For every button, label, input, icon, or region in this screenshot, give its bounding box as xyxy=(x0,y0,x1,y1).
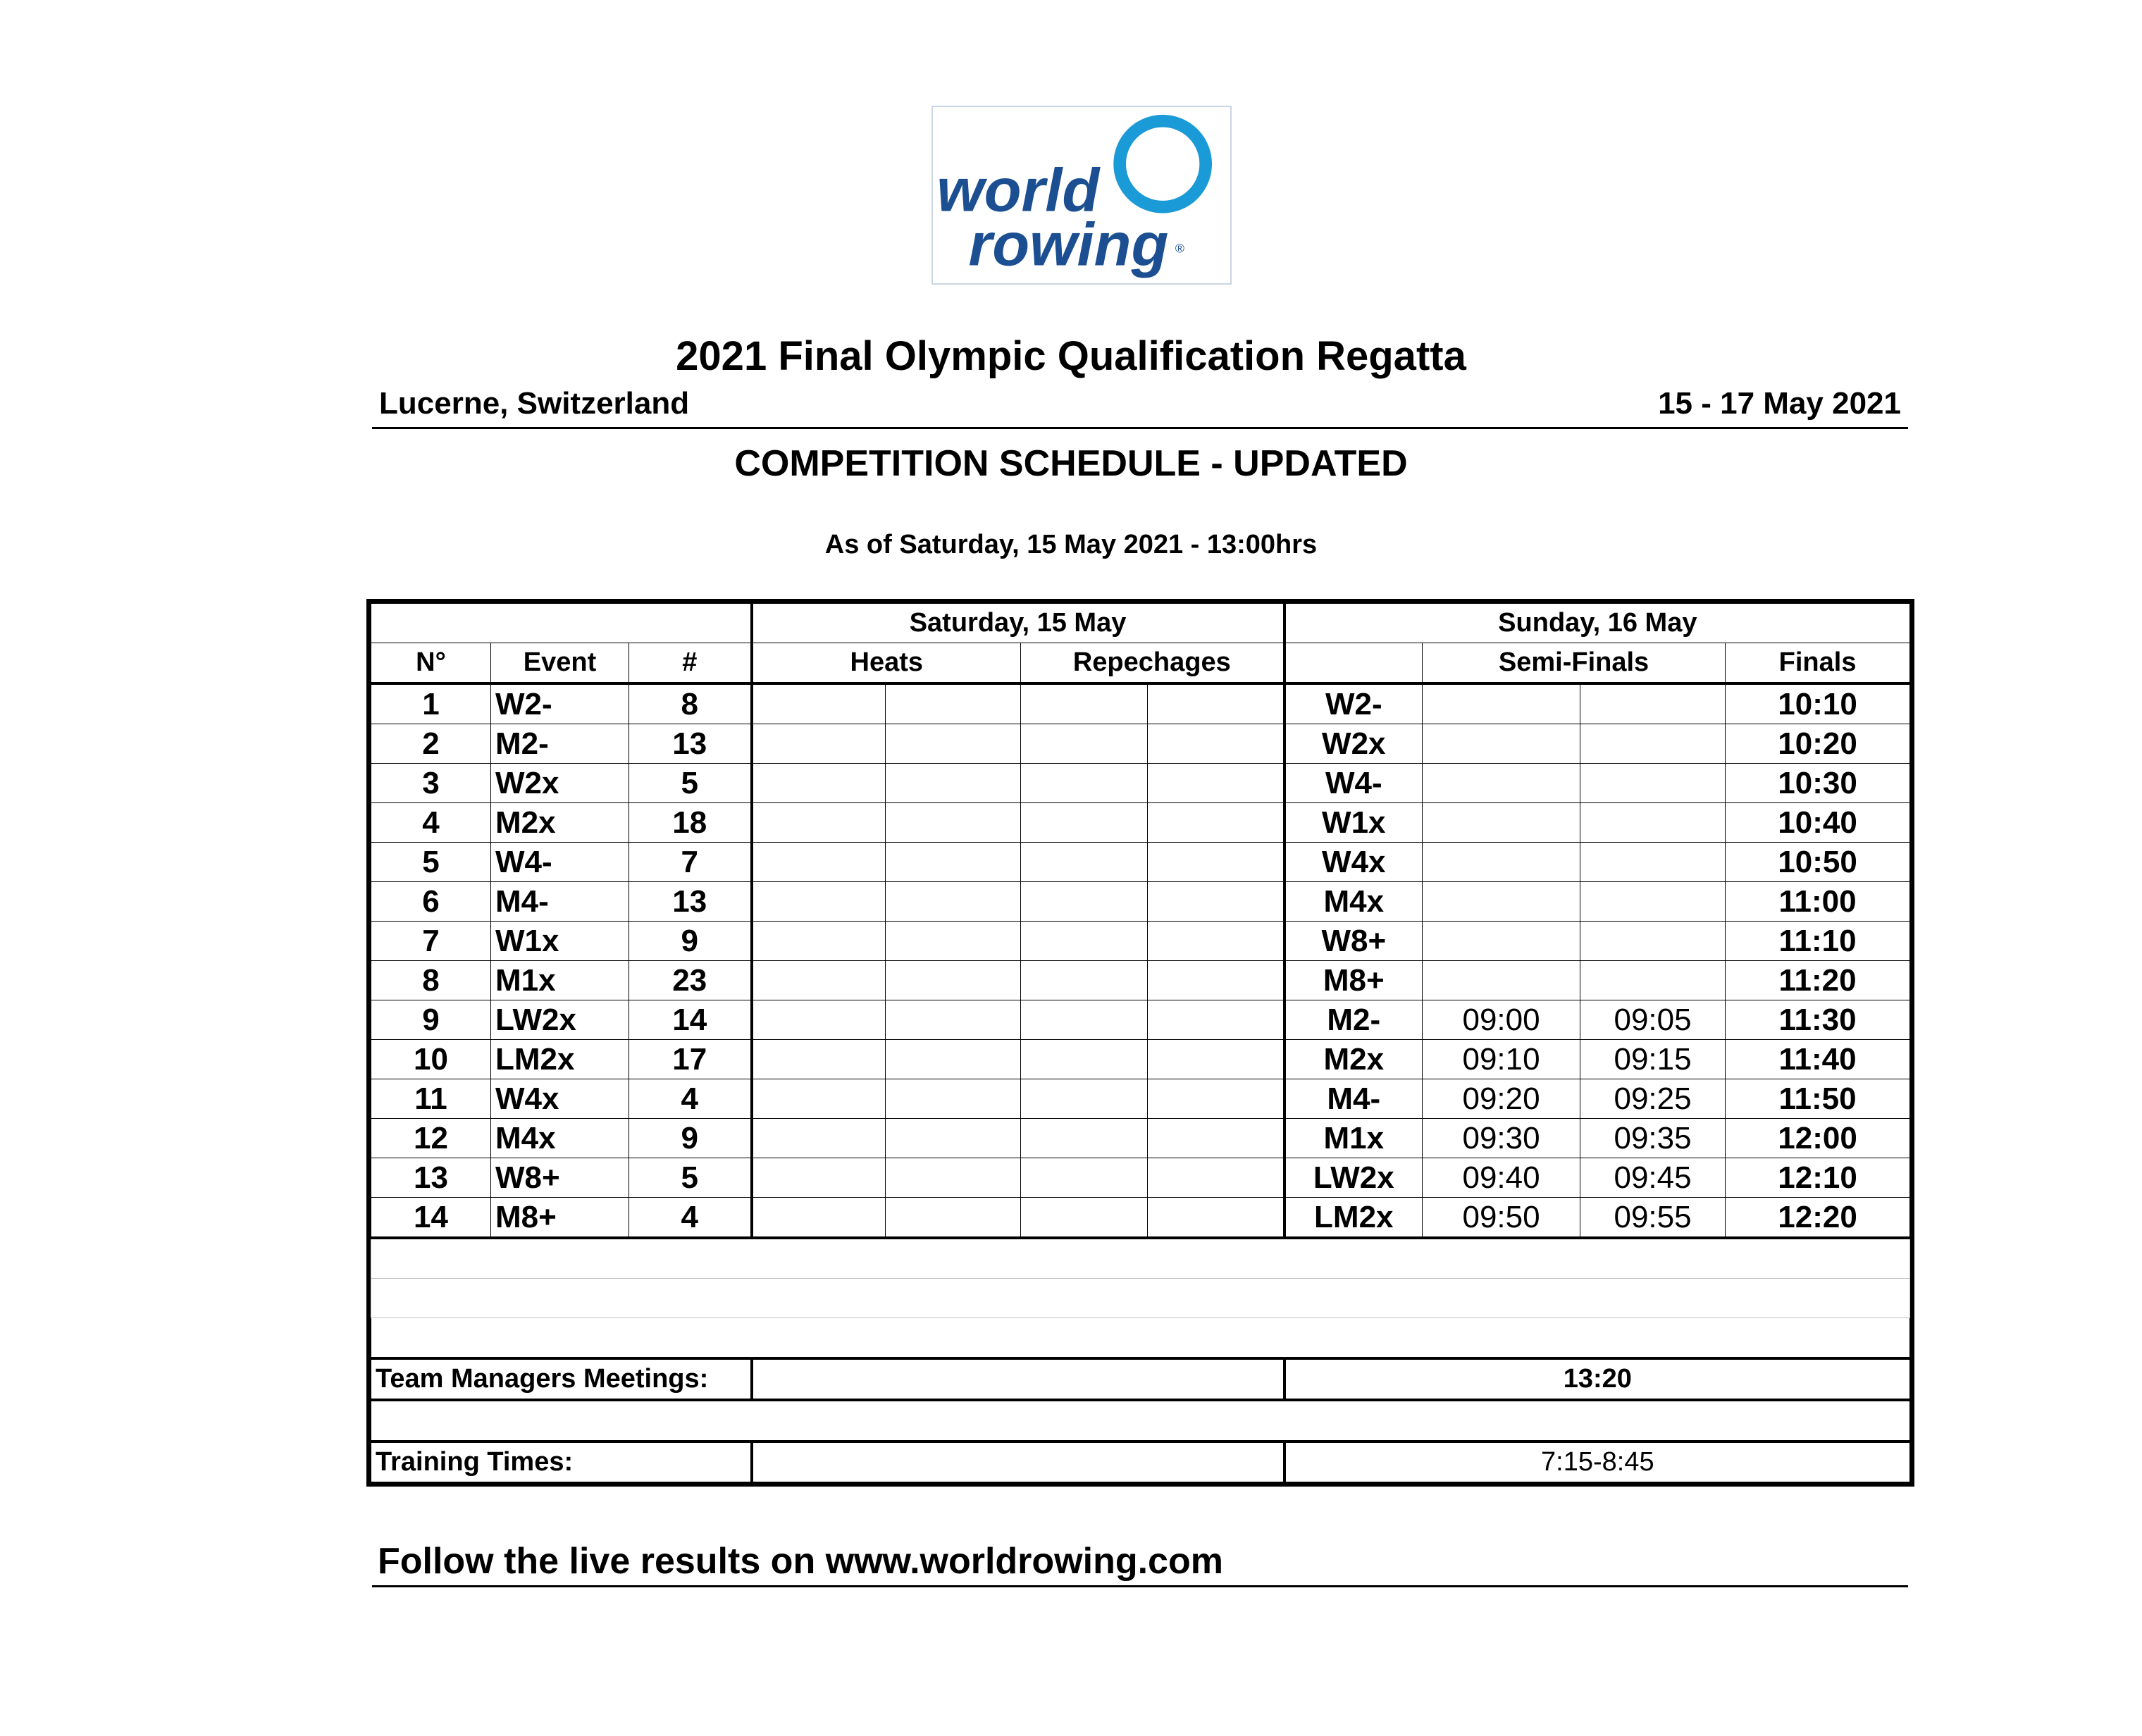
heat-cell-2 xyxy=(886,1079,1021,1119)
semi-final-time-1 xyxy=(1423,961,1580,1000)
semi-final-time-2 xyxy=(1580,683,1726,724)
schedule-subtitle: COMPETITION SCHEDULE - UPDATED xyxy=(734,443,1408,484)
semi-final-time-2 xyxy=(1580,803,1726,843)
sunday-event: M2- xyxy=(1284,1000,1423,1040)
semi-final-time-2 xyxy=(1580,843,1726,882)
row-no: 2 xyxy=(371,724,491,764)
table-row xyxy=(371,961,1910,1000)
repechage-cell-1 xyxy=(1021,1119,1148,1158)
sunday-event: M4- xyxy=(1284,1079,1423,1119)
semi-final-time-1 xyxy=(1423,803,1580,843)
semi-final-time-1 xyxy=(1423,882,1580,922)
training-times-row xyxy=(371,1442,1910,1482)
row-no: 14 xyxy=(371,1198,491,1239)
repechage-cell-2 xyxy=(1148,764,1284,803)
repechage-cell-1 xyxy=(1021,724,1148,764)
day-header-row xyxy=(371,604,1910,643)
heat-cell-1 xyxy=(752,1198,886,1239)
heat-cell-2 xyxy=(886,1000,1021,1040)
sunday-event: M2x xyxy=(1284,1040,1423,1079)
row-no: 4 xyxy=(371,803,491,843)
row-count: 14 xyxy=(629,1000,752,1040)
sunday-event: W8+ xyxy=(1284,922,1423,961)
logo-registered: ® xyxy=(1175,241,1184,256)
heat-cell-1 xyxy=(752,843,886,882)
semi-final-time-2: 09:15 xyxy=(1580,1040,1726,1079)
spacer-row xyxy=(371,1279,1910,1318)
repechage-cell-2 xyxy=(1148,803,1284,843)
heat-cell-1 xyxy=(752,922,886,961)
spacer-row xyxy=(371,1400,1910,1442)
row-event: LM2x xyxy=(491,1040,629,1079)
row-count: 13 xyxy=(629,882,752,922)
as-of-note: As of Saturday, 15 May 2021 - 13:00hrs xyxy=(824,530,1318,559)
repechage-cell-2 xyxy=(1148,1000,1284,1040)
row-count: 4 xyxy=(629,1198,752,1239)
world-rowing-logo xyxy=(931,106,1232,285)
table-row xyxy=(371,764,1910,803)
final-time: 10:20 xyxy=(1726,724,1910,764)
heat-cell-2 xyxy=(886,882,1021,922)
col-heats-header: Heats xyxy=(752,643,1021,684)
competition-schedule-table xyxy=(371,603,1910,1482)
heat-cell-2 xyxy=(886,724,1021,764)
row-no: 9 xyxy=(371,1000,491,1040)
training-times-row-saturday xyxy=(752,1442,1284,1482)
repechage-cell-2 xyxy=(1148,1079,1284,1119)
repechage-cell-2 xyxy=(1148,1158,1284,1198)
table-row xyxy=(371,1079,1910,1119)
heat-cell-1 xyxy=(752,1000,886,1040)
final-time: 10:30 xyxy=(1726,764,1910,803)
heat-cell-1 xyxy=(752,1158,886,1198)
table-row xyxy=(371,1000,1910,1040)
final-time: 10:40 xyxy=(1726,803,1910,843)
row-event: M2- xyxy=(491,724,629,764)
logo-word-rowing: rowing xyxy=(968,211,1169,279)
repechage-cell-1 xyxy=(1021,882,1148,922)
semi-final-time-2 xyxy=(1580,922,1726,961)
event-dates: 15 - 17 May 2021 xyxy=(1658,386,1901,421)
heat-cell-1 xyxy=(752,764,886,803)
table-row xyxy=(371,922,1910,961)
semi-final-time-1 xyxy=(1423,922,1580,961)
semi-final-time-1 xyxy=(1423,843,1580,882)
final-time: 11:20 xyxy=(1726,961,1910,1000)
row-no: 8 xyxy=(371,961,491,1000)
semi-final-time-1: 09:30 xyxy=(1423,1119,1580,1158)
table-row xyxy=(371,724,1910,764)
table-row xyxy=(371,1119,1910,1158)
row-event: W4x xyxy=(491,1079,629,1119)
col-repechages-header: Repechages xyxy=(1021,643,1284,684)
row-no: 11 xyxy=(371,1079,491,1119)
repechage-cell-1 xyxy=(1021,1158,1148,1198)
team-managers-row xyxy=(371,1358,1910,1400)
heat-cell-1 xyxy=(752,882,886,922)
heat-cell-2 xyxy=(886,922,1021,961)
repechage-cell-1 xyxy=(1021,1079,1148,1119)
row-event: M1x xyxy=(491,961,629,1000)
final-time: 11:00 xyxy=(1726,882,1910,922)
sunday-event: W2x xyxy=(1284,724,1423,764)
semi-final-time-2 xyxy=(1580,764,1726,803)
final-time: 12:00 xyxy=(1726,1119,1910,1158)
row-count: 23 xyxy=(629,961,752,1000)
repechage-cell-2 xyxy=(1148,1119,1284,1158)
heat-cell-2 xyxy=(886,1119,1021,1158)
row-count: 8 xyxy=(629,683,752,724)
row-event: LW2x xyxy=(491,1000,629,1040)
training-times-row-sunday: 7:15-8:45 xyxy=(1284,1442,1910,1482)
day1-header: Saturday, 15 May xyxy=(752,604,1284,643)
heat-cell-2 xyxy=(886,961,1021,1000)
row-no: 13 xyxy=(371,1158,491,1198)
row-event: M4x xyxy=(491,1119,629,1158)
semi-final-time-2: 09:25 xyxy=(1580,1079,1726,1119)
semi-final-time-2 xyxy=(1580,882,1726,922)
semi-final-time-1: 09:50 xyxy=(1423,1198,1580,1239)
logo-word-world: world xyxy=(936,156,1100,225)
sunday-event: M8+ xyxy=(1284,961,1423,1000)
repechage-cell-1 xyxy=(1021,803,1148,843)
heat-cell-1 xyxy=(752,961,886,1000)
repechage-cell-2 xyxy=(1148,683,1284,724)
col-count-header: # xyxy=(629,643,752,684)
row-count: 17 xyxy=(629,1040,752,1079)
heat-cell-2 xyxy=(886,1198,1021,1239)
repechage-cell-1 xyxy=(1021,1000,1148,1040)
final-time: 10:50 xyxy=(1726,843,1910,882)
follow-results-text: Follow the live results on www.worldrowing.com xyxy=(378,1541,1223,1582)
semi-final-time-2 xyxy=(1580,724,1726,764)
row-count: 9 xyxy=(629,922,752,961)
col-finals-header: Finals xyxy=(1726,643,1910,684)
sunday-event: W4x xyxy=(1284,843,1423,882)
sunday-event: M1x xyxy=(1284,1119,1423,1158)
final-time: 10:10 xyxy=(1726,683,1910,724)
repechage-cell-1 xyxy=(1021,683,1148,724)
repechage-cell-1 xyxy=(1021,843,1148,882)
row-event: M4- xyxy=(491,882,629,922)
semi-final-time-2: 09:55 xyxy=(1580,1198,1726,1239)
repechage-cell-1 xyxy=(1021,922,1148,961)
team-managers-row-sunday: 13:20 xyxy=(1284,1358,1910,1400)
team-managers-row-saturday xyxy=(752,1358,1284,1400)
row-event: W2- xyxy=(491,683,629,724)
sunday-event: W1x xyxy=(1284,803,1423,843)
row-event: W2x xyxy=(491,764,629,803)
heat-cell-1 xyxy=(752,724,886,764)
row-event: W8+ xyxy=(491,1158,629,1198)
row-no: 10 xyxy=(371,1040,491,1079)
semi-final-time-2 xyxy=(1580,961,1726,1000)
sunday-event: W4- xyxy=(1284,764,1423,803)
semi-final-time-2: 09:45 xyxy=(1580,1158,1726,1198)
row-count: 5 xyxy=(629,764,752,803)
semi-final-time-2: 09:05 xyxy=(1580,1000,1726,1040)
row-no: 6 xyxy=(371,882,491,922)
table-row xyxy=(371,882,1910,922)
col-no-header: N° xyxy=(371,643,491,684)
repechage-cell-2 xyxy=(1148,882,1284,922)
final-time: 12:20 xyxy=(1726,1198,1910,1239)
team-managers-row-label: Team Managers Meetings: xyxy=(371,1358,752,1400)
semi-final-time-1 xyxy=(1423,724,1580,764)
row-no: 12 xyxy=(371,1119,491,1158)
repechage-cell-2 xyxy=(1148,961,1284,1000)
col-event-header: Event xyxy=(491,643,629,684)
final-time: 12:10 xyxy=(1726,1158,1910,1198)
column-header-row xyxy=(371,643,1910,684)
spacer-row xyxy=(371,1318,1910,1359)
row-count: 13 xyxy=(629,724,752,764)
table-row xyxy=(371,683,1910,724)
row-event: W1x xyxy=(491,922,629,961)
repechage-cell-2 xyxy=(1148,922,1284,961)
follow-results-line xyxy=(372,1540,1908,1587)
repechage-cell-2 xyxy=(1148,1040,1284,1079)
semi-final-time-1: 09:20 xyxy=(1423,1079,1580,1119)
row-no: 1 xyxy=(371,683,491,724)
final-time: 11:10 xyxy=(1726,922,1910,961)
final-time: 11:40 xyxy=(1726,1040,1910,1079)
row-count: 7 xyxy=(629,843,752,882)
row-event: M8+ xyxy=(491,1198,629,1239)
heat-cell-2 xyxy=(886,1040,1021,1079)
heat-cell-1 xyxy=(752,1119,886,1158)
row-count: 9 xyxy=(629,1119,752,1158)
row-event: W4- xyxy=(491,843,629,882)
heat-cell-1 xyxy=(752,683,886,724)
table-row xyxy=(371,1198,1910,1239)
table-row xyxy=(371,803,1910,843)
location-date-line xyxy=(372,386,1908,429)
semi-final-time-1 xyxy=(1423,683,1580,724)
heat-cell-1 xyxy=(752,803,886,843)
semi-final-time-1: 09:40 xyxy=(1423,1158,1580,1198)
semi-final-time-1: 09:00 xyxy=(1423,1000,1580,1040)
row-event: M2x xyxy=(491,803,629,843)
row-no: 3 xyxy=(371,764,491,803)
location: Lucerne, Switzerland xyxy=(379,386,690,421)
sunday-event: M4x xyxy=(1284,882,1423,922)
final-time: 11:30 xyxy=(1726,1000,1910,1040)
logo-ring xyxy=(1120,121,1206,207)
heat-cell-1 xyxy=(752,1040,886,1079)
sunday-event: W2- xyxy=(1284,683,1423,724)
semi-final-time-1 xyxy=(1423,764,1580,803)
repechage-cell-2 xyxy=(1148,724,1284,764)
repechage-cell-2 xyxy=(1148,843,1284,882)
heat-cell-2 xyxy=(886,843,1021,882)
day2-header: Sunday, 16 May xyxy=(1284,604,1910,643)
row-no: 5 xyxy=(371,843,491,882)
heat-cell-2 xyxy=(886,1158,1021,1198)
repechage-cell-1 xyxy=(1021,961,1148,1000)
spacer-row xyxy=(371,1238,1910,1279)
repechage-cell-1 xyxy=(1021,764,1148,803)
final-time: 11:50 xyxy=(1726,1079,1910,1119)
row-no: 7 xyxy=(371,922,491,961)
heat-cell-1 xyxy=(752,1079,886,1119)
heat-cell-2 xyxy=(886,764,1021,803)
training-times-row-label: Training Times: xyxy=(371,1442,752,1482)
sunday-event: LM2x xyxy=(1284,1198,1423,1239)
sunday-event: LW2x xyxy=(1284,1158,1423,1198)
row-count: 18 xyxy=(629,803,752,843)
heat-cell-2 xyxy=(886,683,1021,724)
repechage-cell-1 xyxy=(1021,1040,1148,1079)
page-title: 2021 Final Olympic Qualification Regatta xyxy=(676,333,1466,379)
row-count: 4 xyxy=(629,1079,752,1119)
col-semis-header: Semi-Finals xyxy=(1423,643,1726,684)
repechage-cell-2 xyxy=(1148,1198,1284,1239)
table-row xyxy=(371,1040,1910,1079)
table-row xyxy=(371,843,1910,882)
repechage-cell-1 xyxy=(1021,1198,1148,1239)
heat-cell-2 xyxy=(886,803,1021,843)
semi-final-time-1: 09:10 xyxy=(1423,1040,1580,1079)
row-count: 5 xyxy=(629,1158,752,1198)
table-row xyxy=(371,1158,1910,1198)
semi-final-time-2: 09:35 xyxy=(1580,1119,1726,1158)
